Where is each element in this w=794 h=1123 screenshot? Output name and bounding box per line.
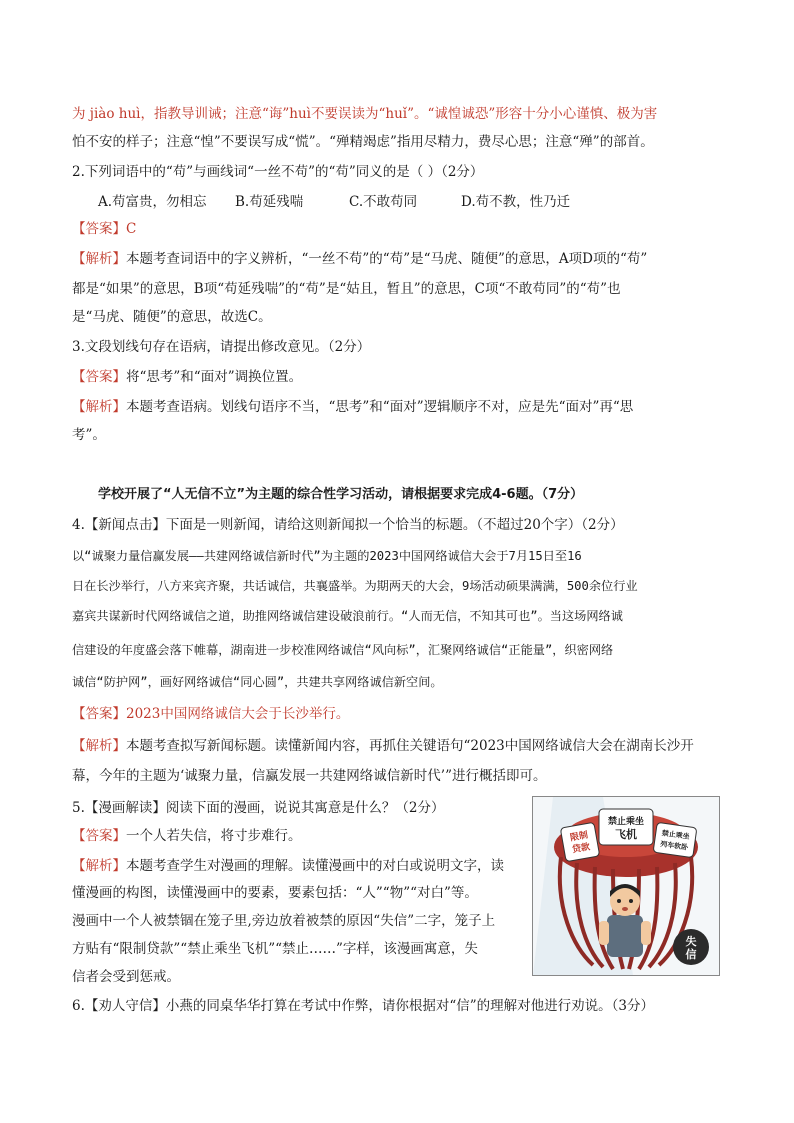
q4-analysis-text-1: 本题考查拟写新闻标题。读懂新闻内容，再抓住关键语句“2023中国网络诚信大会在湖南长沙开 bbox=[126, 738, 694, 754]
q3-analysis-text-1: 本题考查语病。划线句语序不当，“思考”和“面对”逻辑顺序不对，应是先“面对”再“思 bbox=[126, 399, 634, 415]
q5-analysis-text-1: 本题考查学生对漫画的理解。读懂漫画中的对白或说明文字，读 bbox=[126, 858, 504, 874]
q2-option-d: D.苟不教，性乃迁 bbox=[461, 194, 571, 210]
q3-analysis-line-1 bbox=[72, 398, 633, 416]
q4-news-line-2: 日在长沙举行，八方来宾齐聚，共话诚信，共襄盛举。为期两天的大会，9场活动硕果满满，500余位行业 bbox=[72, 579, 638, 593]
q2-option-a: A.苟富贵，勿相忘 bbox=[98, 194, 207, 210]
q4-news-line-3: 嘉宾共谋新时代网络诚信之道，助推网络诚信建设破浪前行。“人而无信，不知其可也”。当这场网络诚 bbox=[72, 609, 623, 623]
q2-options bbox=[98, 193, 570, 211]
q4-news-line-4: 信建设的年度盛会落下帷幕，湖南进一步校准网络诚信“风向标”，汇聚网络诚信“正能量”，织密网络 bbox=[72, 643, 614, 657]
cartoon-sign-right-line-1: 禁止乘坐 bbox=[661, 829, 691, 841]
q3-analysis-tag: 【解析】 bbox=[72, 399, 126, 415]
q4-answer-tag: 【答案】 bbox=[72, 706, 126, 722]
q2-analysis-line-2: 都是“如果”的意思，B项“苟延残喘”的“苟”是“姑且，暂且”的意思，C项“不敢苟同”的“苟”也 bbox=[72, 281, 621, 297]
cartoon-sign-left bbox=[560, 822, 599, 861]
q2-analysis-tag: 【解析】 bbox=[72, 251, 126, 267]
q4-news-line-5: 诚信“防护网”，画好网络诚信“同心圆”，共建共享网络诚信新空间。 bbox=[72, 675, 443, 689]
cartoon-sign-mid-line-2: 飞机 bbox=[615, 828, 637, 841]
cartoon-image bbox=[532, 796, 720, 976]
q3-analysis-line-2: 考”。 bbox=[72, 427, 106, 443]
p1-line-2 bbox=[72, 133, 654, 151]
q3-answer bbox=[72, 368, 302, 386]
q4-answer bbox=[72, 705, 349, 723]
q2-answer-tag: 【答案】 bbox=[72, 221, 126, 237]
cartoon-tag-line-2: 信 bbox=[685, 948, 697, 961]
p1-line-2-text: 怕不安的样子；注意“惶”不要误写成“慌”。“殚精竭虑”指用尽精力，费尽心思；注意“殚”的部首。 bbox=[72, 134, 654, 150]
q3-answer-tag: 【答案】 bbox=[72, 369, 126, 385]
cartoon-sign-mid-line-1: 禁止乘坐 bbox=[607, 817, 645, 827]
q4-stem: 4.【新闻点击】下面是一则新闻，请给这则新闻拟一个恰当的标题。（不超过20个字）（2分） bbox=[72, 517, 624, 533]
q2-stem: 2.下列词语中的“苟”与画线词“一丝不苟”的“苟”同义的是（ ）（2分） bbox=[72, 164, 484, 180]
p1-line-1-text: 为 jiào huì，指教导训诫；注意“诲”huì不要误读为“huǐ”。“诚惶诚恐”形容十分小心谨慎、极为害 bbox=[72, 106, 658, 122]
cartoon-sign-mid bbox=[599, 809, 653, 845]
q5-analysis-line-4: 方贴有“限制贷款”“禁止乘坐飞机”“禁止……”字样，该漫画寓意，失 bbox=[72, 941, 478, 957]
q2-option-c: C.不敢苟同 bbox=[349, 194, 418, 210]
q3-stem: 3.文段划线句存在语病，请提出修改意见。（2分） bbox=[72, 339, 371, 355]
q5-answer-value: 一个人若失信，将寸步难行。 bbox=[126, 828, 302, 844]
q6-stem: 6.【劝人守信】小燕的同桌华华打算在考试中作弊，请你根据对“信”的理解对他进行劝说。（3分） bbox=[72, 998, 655, 1014]
q2-answer-value: C bbox=[126, 221, 137, 237]
q5-analysis-line-3: 漫画中一个人被禁锢在笼子里,旁边放着被禁的原因“失信”二字，笼子上 bbox=[72, 913, 496, 929]
q2-analysis-line-3: 是“马虎、随便”的意思，故选C。 bbox=[72, 309, 272, 325]
q4-analysis-line-1 bbox=[72, 737, 694, 755]
q4-analysis-line-2: 幕，今年的主题为‘诚聚力量，信赢发展一共建网络诚信新时代’”进行概括即可。 bbox=[72, 768, 547, 784]
section-heading: 学校开展了“人无信不立”为主题的综合性学习活动，请根据要求完成4-6题。（7分） bbox=[98, 487, 584, 502]
q2-option-b: B.苟延残喘 bbox=[235, 194, 304, 210]
cartoon-tag bbox=[673, 929, 709, 965]
cartoon-sign-right bbox=[653, 822, 697, 857]
q2-answer bbox=[72, 220, 136, 238]
q5-analysis-line-2: 懂漫画的构图，读懂漫画中的要素，要素包括：“人”“物”“对白”等。 bbox=[72, 885, 478, 901]
q3-answer-value: 将“思考”和“面对”调换位置。 bbox=[126, 369, 303, 385]
cartoon-sign-left-line-2: 贷款 bbox=[571, 842, 591, 856]
cartoon-sign-left-line-1: 限制 bbox=[569, 830, 589, 844]
q5-stem: 5.【漫画解读】阅读下面的漫画，说说其寓意是什么？（2分） bbox=[72, 800, 445, 816]
cartoon-tag-line-1: 失 bbox=[685, 935, 697, 948]
cartoon-sign-right-line-2: 列车软卧 bbox=[659, 840, 689, 852]
p1-line-1 bbox=[72, 105, 657, 123]
q5-analysis-line-5: 信者会受到惩戒。 bbox=[72, 969, 180, 985]
q5-analysis-tag: 【解析】 bbox=[72, 858, 126, 874]
q4-news-line-1: 以“诚聚力量信赢发展——共建网络诚信新时代”为主题的2023中国网络诚信大会于7月15日至16 bbox=[72, 549, 582, 563]
q5-analysis-line-1 bbox=[72, 857, 504, 875]
cartoon-svg bbox=[533, 797, 719, 975]
q2-analysis-line-1 bbox=[72, 250, 647, 268]
q5-answer-tag: 【答案】 bbox=[72, 828, 126, 844]
q5-answer bbox=[72, 827, 302, 845]
q2-analysis-text-1: 本题考查词语中的字义辨析，“一丝不苟”的“苟”是“马虎、随便”的意思，A项D项的“苟” bbox=[126, 251, 648, 267]
q4-analysis-tag: 【解析】 bbox=[72, 738, 126, 754]
q4-answer-value: 2023中国网络诚信大会于长沙举行。 bbox=[126, 706, 350, 722]
